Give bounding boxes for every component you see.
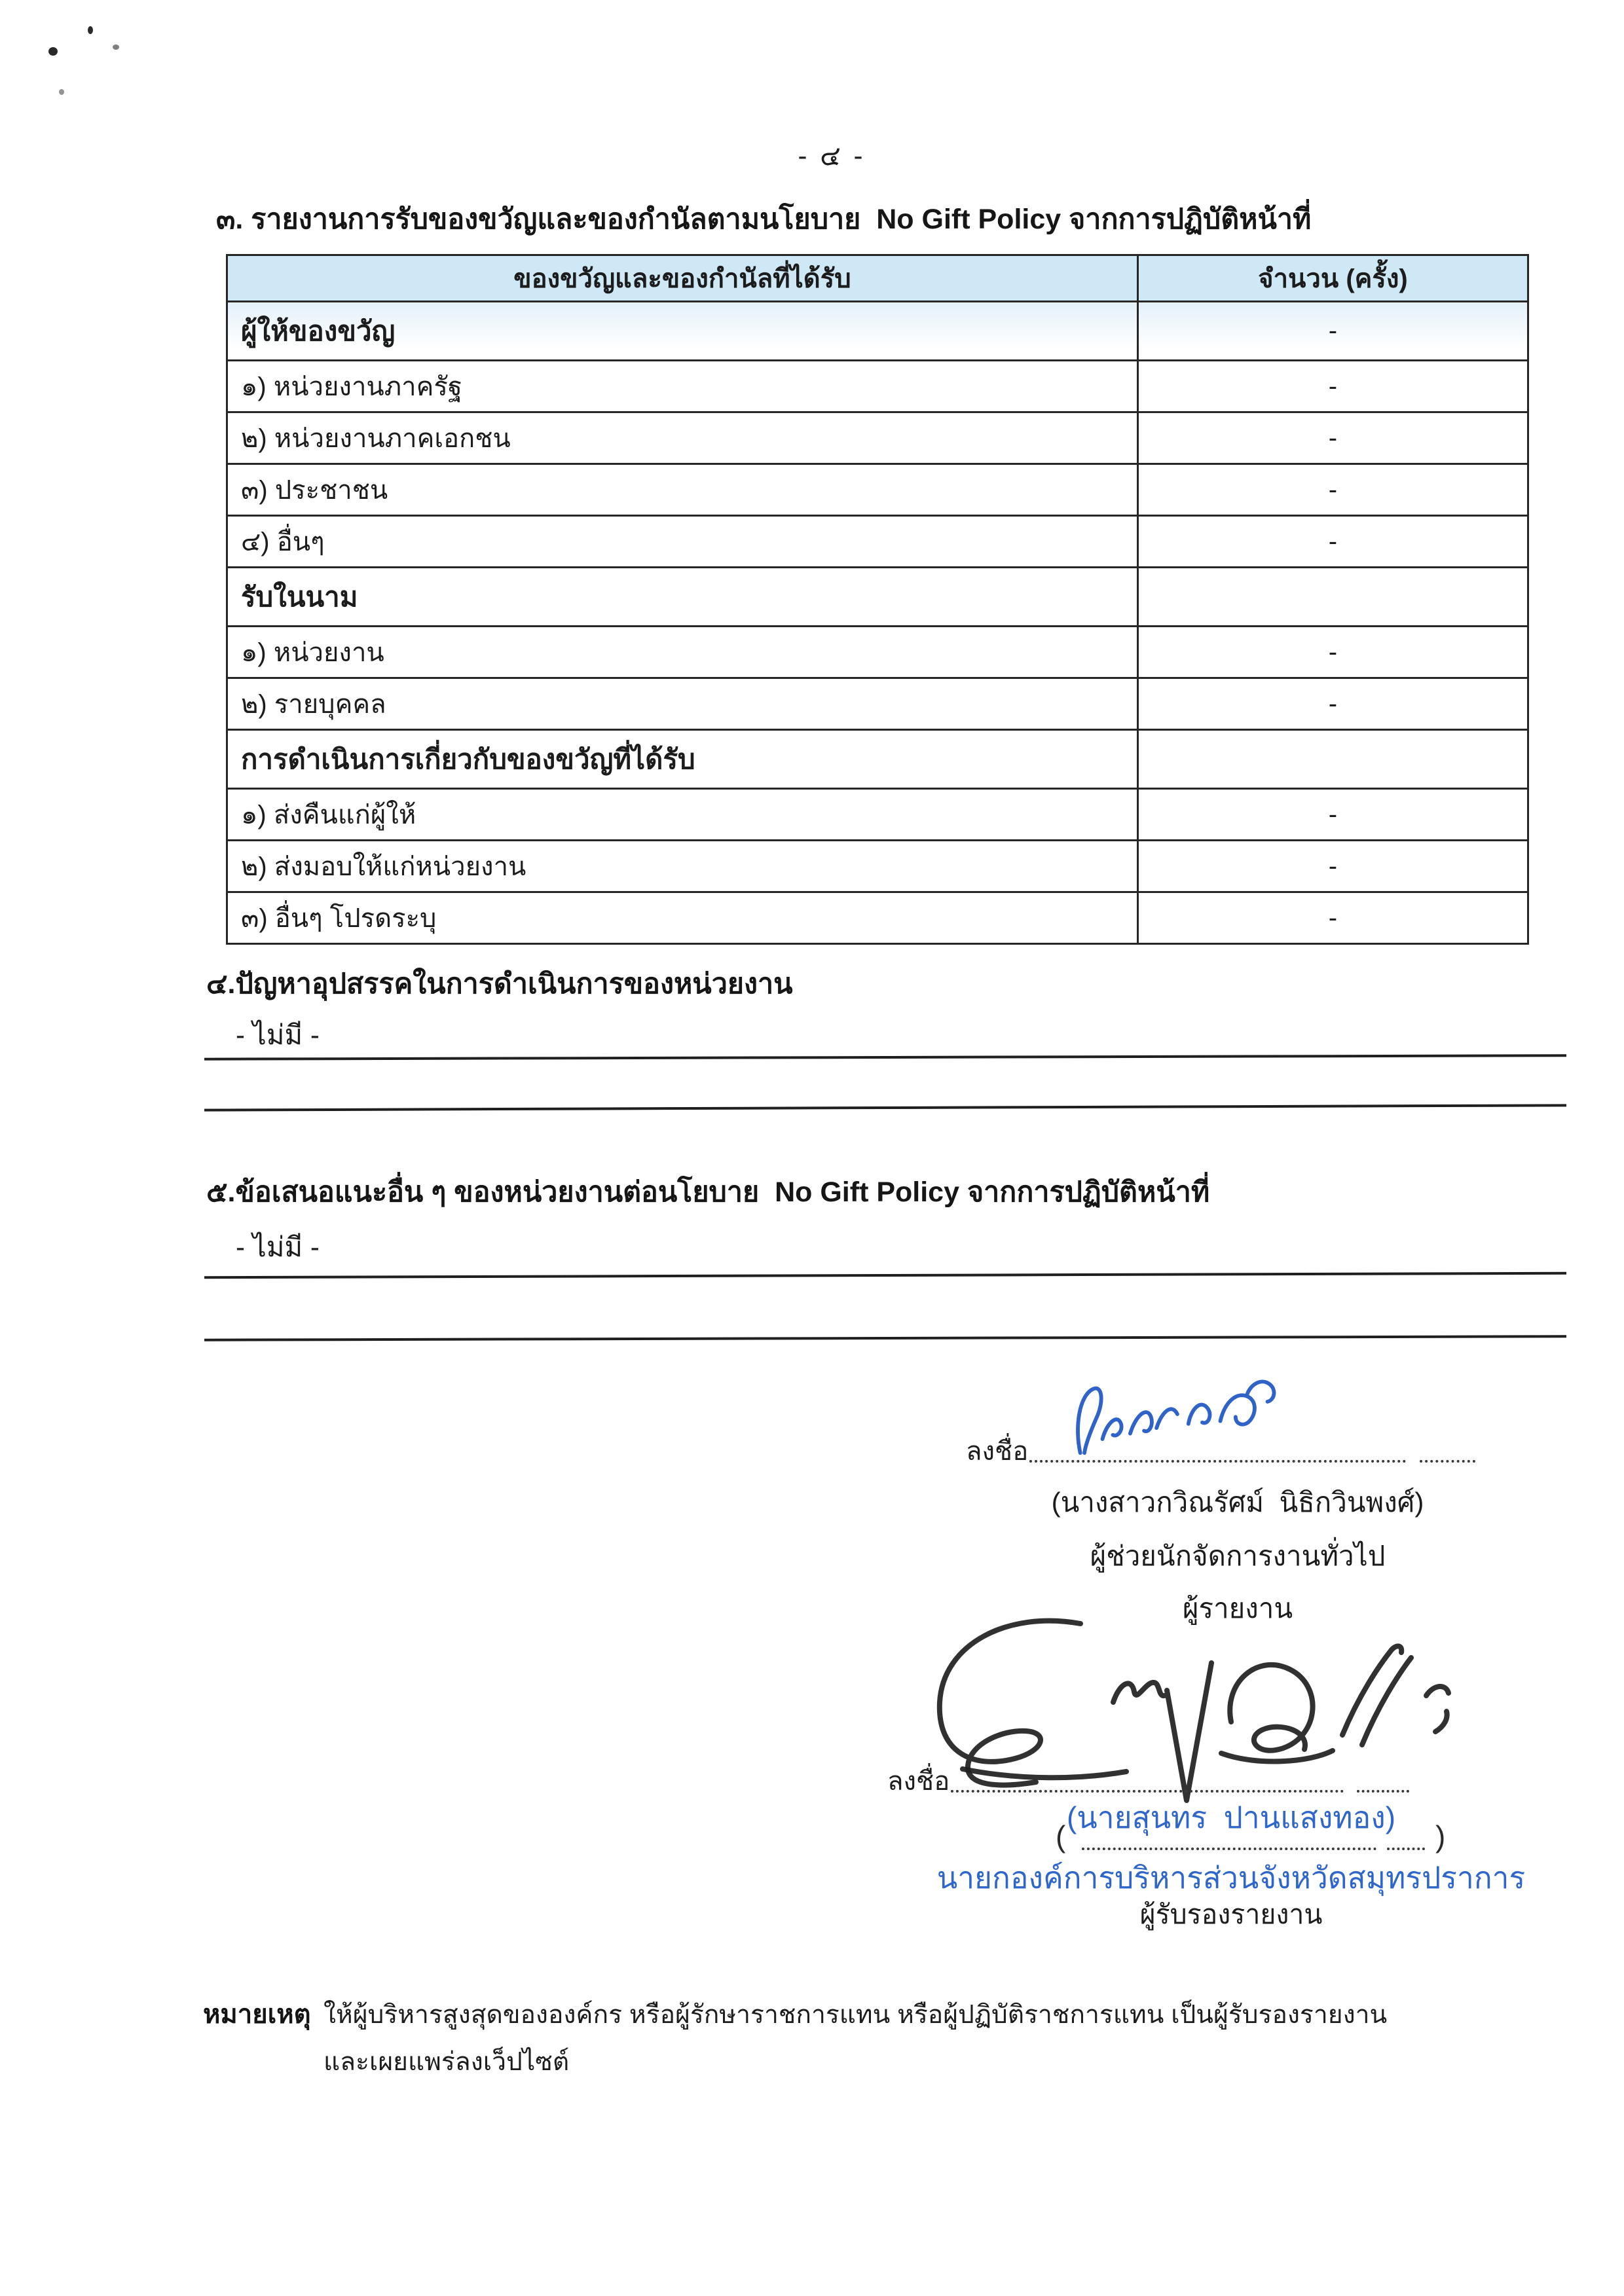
sign-here-label: ลงชื่อ [887, 1767, 950, 1796]
table-row [227, 789, 1528, 841]
table-row [227, 892, 1528, 944]
ruled-line [204, 1054, 1566, 1060]
ruled-line [204, 1104, 1566, 1111]
row-label: รับในนาม [227, 568, 1138, 627]
row-value: - [1137, 678, 1528, 730]
row-value: - [1137, 892, 1528, 944]
table-row [227, 412, 1528, 464]
row-value: - [1137, 627, 1528, 678]
ruled-line [204, 1335, 1566, 1341]
section4-heading: ๔.ปัญหาอุปสรรคในการดำเนินการของหน่วยงาน [206, 968, 793, 1000]
column-header-gifts: ของขวัญและของกำนัลที่ได้รับ [227, 255, 1138, 302]
row-label: ๓) อื่นๆ โปรดระบุ [227, 892, 1138, 944]
signature-dotted-line [1029, 1432, 1406, 1463]
table-row [227, 302, 1528, 361]
signature-dotted-line [1357, 1762, 1409, 1793]
approver-position-stamp: นายกองค์การบริหารส่วนจังหวัดสมุทรปราการ [936, 1861, 1526, 1895]
approver-name-stamp: (นายสุนทร ปานแสงทอง) [1066, 1800, 1396, 1834]
row-label: ๓) ประชาชน [227, 464, 1138, 516]
row-label: ๑) หน่วยงาน [227, 627, 1138, 678]
table-row [227, 464, 1528, 516]
paren-close: ) [1435, 1819, 1446, 1853]
section5-answer: - ไม่มี - [236, 1231, 320, 1262]
signature-dotted-line [951, 1762, 1344, 1793]
row-label: ๒) รายบุคคล [227, 678, 1138, 730]
signature-dotted-line [1420, 1432, 1475, 1463]
row-value: - [1137, 789, 1528, 841]
paren-open: ( [1056, 1819, 1066, 1853]
scan-speck [88, 26, 93, 34]
row-label: ผู้ให้ของขวัญ [227, 302, 1138, 361]
table-row [227, 361, 1528, 412]
column-header-count: จำนวน (ครั้ง) [1137, 255, 1528, 302]
reporter-name: (นางสาวกวิณรัศม์ นิธิกวินพงศ์) [1051, 1487, 1424, 1518]
section5-heading: ๕.ข้อเสนอแนะอื่น ๆ ของหน่วยงานต่อนโยบาย No Gift Policy จากการปฏิบัติหน้าที่ [206, 1176, 1210, 1208]
section3-heading: ๓. รายงานการรับของขวัญและของกำนัลตามนโยบาย No Gift Policy จากการปฏิบัติหน้าที่ [216, 204, 1312, 235]
row-label: ๒) ส่งมอบให้แก่หน่วยงาน [227, 841, 1138, 892]
ruled-line [204, 1272, 1566, 1279]
row-value [1137, 730, 1528, 789]
row-value: - [1137, 412, 1528, 464]
row-value: - [1137, 361, 1528, 412]
note-line1: ให้ผู้บริหารสูงสุดขององค์กร หรือผู้รักษาราชการแทน หรือผู้ปฏิบัติราชการแทน เป็นผู้รับรองรายงาน [323, 2001, 1388, 2029]
row-value: - [1137, 516, 1528, 568]
approver-signature [864, 1604, 1441, 1827]
table-row [227, 678, 1528, 730]
table-row [227, 516, 1528, 568]
reporter-role: ผู้รายงาน [1182, 1593, 1293, 1624]
row-value [1137, 568, 1528, 627]
section4-answer: - ไม่มี - [236, 1019, 320, 1050]
table-row [227, 568, 1528, 627]
table-row [227, 730, 1528, 789]
reporter-position: ผู้ช่วยนักจัดการงานทั่วไป [1090, 1540, 1386, 1571]
row-label: การดำเนินการเกี่ยวกับของขวัญที่ได้รับ [227, 730, 1138, 789]
approver-role: ผู้รับรองรายงาน [1139, 1899, 1323, 1929]
scan-speck [59, 89, 64, 95]
scan-speck [48, 47, 58, 56]
table-header-row [227, 255, 1528, 302]
row-label: ๒) หน่วยงานภาคเอกชน [227, 412, 1138, 464]
table-row [227, 627, 1528, 678]
row-label: ๑) หน่วยงานภาครัฐ [227, 361, 1138, 412]
row-label: ๑) ส่งคืนแก่ผู้ให้ [227, 789, 1138, 841]
row-value: - [1137, 841, 1528, 892]
table-row [227, 841, 1528, 892]
sign-here-label: ลงชื่อ [966, 1437, 1029, 1466]
row-label: ๔) อื่นๆ [227, 516, 1138, 568]
page-number: - ๔ - [798, 140, 866, 171]
row-value: - [1137, 302, 1528, 361]
row-value: - [1137, 464, 1528, 516]
scan-speck [113, 45, 119, 50]
note-label: หมายเหตุ [203, 2000, 311, 2029]
note-line2: และเผยแพร่ลงเว็ปไซต์ [323, 2048, 570, 2076]
gift-report-table [226, 254, 1529, 945]
